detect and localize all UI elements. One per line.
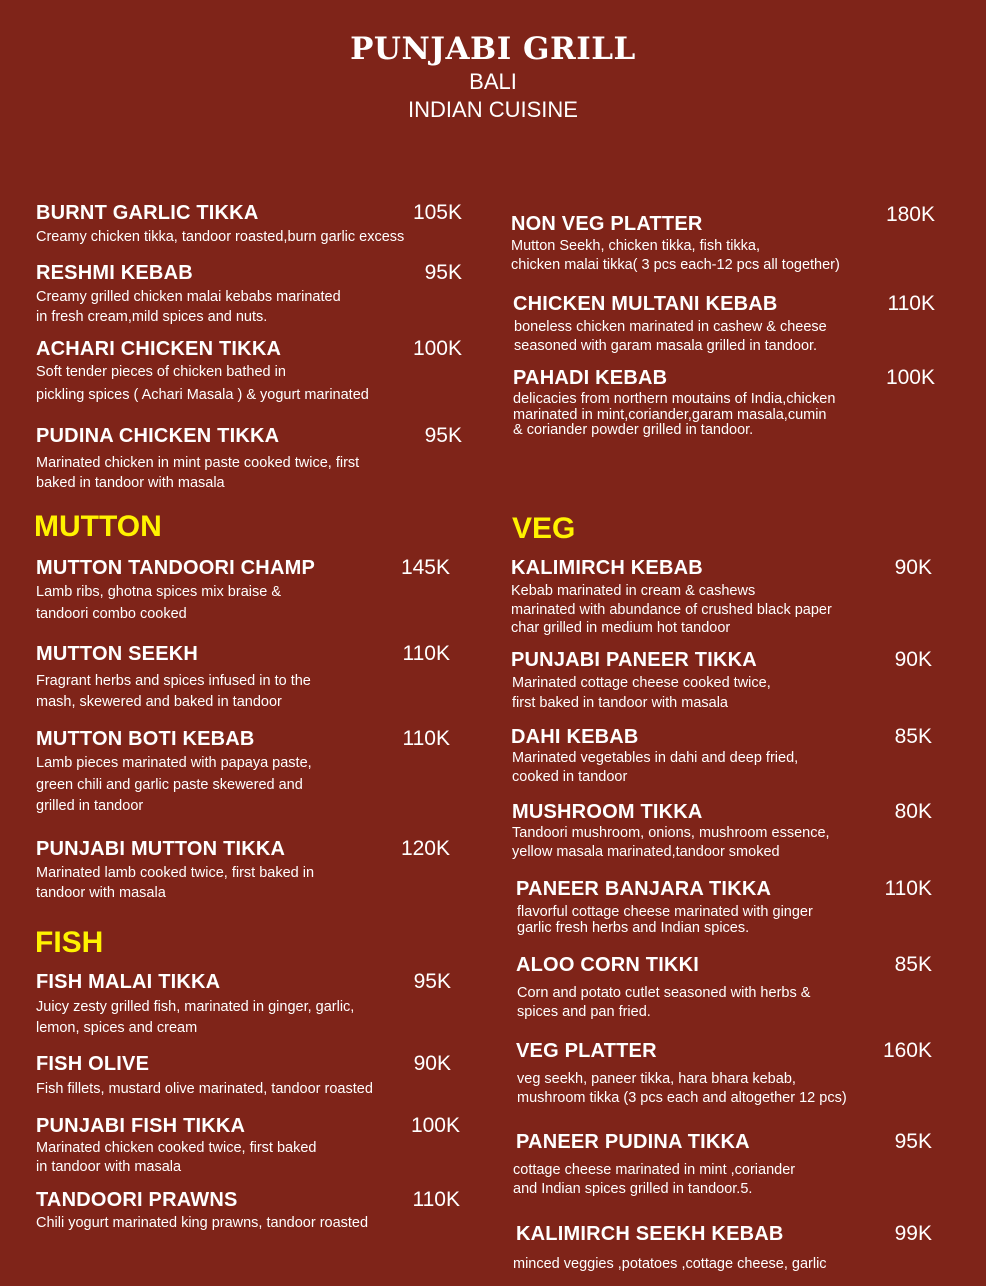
item-name: MUSHROOM TIKKA: [512, 801, 703, 823]
item-description: Chili yogurt marinated king prawns, tandoor roasted: [36, 1215, 369, 1231]
item-description: flavorful cottage cheese marinated with ginger garlic fresh herbs and Indian spices.: [517, 904, 813, 936]
item-price: 110K: [402, 642, 450, 665]
item-name: VEG PLATTER: [516, 1040, 657, 1062]
item-price: 90K: [413, 1052, 451, 1075]
section-title-veg: VEG: [512, 512, 576, 545]
item-description: Marinated vegetables in dahi and deep fried, cooked in tandoor: [512, 750, 799, 785]
item-price: 85K: [894, 953, 932, 976]
right-column: [511, 0, 951, 1286]
item-name: PUNJABI PANEER TIKKA: [511, 649, 757, 671]
section-title-mutton: MUTTON: [34, 510, 162, 543]
item-price: 100K: [410, 1114, 460, 1137]
item-description: Marinated chicken cooked twice, first baked in tandoor with masala: [36, 1140, 317, 1175]
item-price: 110K: [402, 727, 450, 750]
item-description: Marinated cottage cheese cooked twice, first baked in tandoor with masala: [512, 675, 771, 711]
item-description: Kebab marinated in cream & cashews marinated with abundance of crushed black paper char grilled in medium hot tandoor: [511, 583, 832, 636]
item-price: 80K: [894, 800, 932, 823]
item-name: ACHARI CHICKEN TIKKA: [36, 338, 282, 360]
item-description: Corn and potato cutlet seasoned with herbs & spices and pan fried.: [517, 985, 811, 1020]
item-name: NON VEG PLATTER: [511, 213, 703, 235]
item-name: PAHADI KEBAB: [513, 367, 668, 389]
item-name: KALIMIRCH KEBAB: [511, 557, 703, 579]
item-description: Marinated lamb cooked twice, first baked in tandoor with masala: [36, 865, 315, 901]
item-name: TANDOORI PRAWNS: [36, 1189, 238, 1211]
item-description: Mutton Seekh, chicken tikka, fish tikka, chicken malai tikka( 3 pcs each-12 pcs all together): [511, 238, 840, 273]
item-name: FISH MALAI TIKKA: [36, 971, 221, 993]
item-description: Fish fillets, mustard olive marinated, tandoor roasted: [36, 1081, 373, 1097]
item-price: 90K: [894, 556, 932, 579]
item-description: veg seekh, paneer tikka, hara bhara kebab, mushroom tikka (3 pcs each and altogether 12 pcs): [517, 1071, 847, 1106]
item-description: Fragrant herbs and spices infused in to the mash, skewered and baked in tandoor: [36, 673, 311, 710]
item-price: 85K: [894, 725, 932, 748]
item-price: 105K: [412, 201, 462, 224]
item-price: 110K: [887, 292, 935, 315]
item-price: 110K: [884, 877, 932, 900]
item-price: 100K: [885, 366, 935, 389]
item-name: PANEER BANJARA TIKKA: [516, 878, 772, 900]
item-name: PUNJABI MUTTON TIKKA: [36, 838, 286, 860]
item-name: PANEER PUDINA TIKKA: [516, 1131, 750, 1153]
item-description: Creamy grilled chicken malai kebabs marinated in fresh cream,mild spices and nuts.: [36, 289, 341, 325]
item-name: CHICKEN MULTANI KEBAB: [513, 293, 778, 315]
item-price: 180K: [885, 203, 935, 226]
item-price: 95K: [424, 261, 462, 284]
item-description: boneless chicken marinated in cashew & cheese seasoned with garam masala grilled in tandoor.: [514, 319, 827, 354]
item-description: cottage cheese marinated in mint ,coriander and Indian spices grilled in tandoor.5.: [513, 1162, 796, 1197]
item-name: KALIMIRCH SEEKH KEBAB: [516, 1223, 784, 1245]
restaurant-location: BALI: [469, 69, 517, 94]
item-description: Juicy zesty grilled fish, marinated in ginger, garlic, lemon, spices and cream: [36, 999, 355, 1036]
restaurant-cuisine: INDIAN CUISINE: [408, 97, 578, 122]
item-name: MUTTON BOTI KEBAB: [36, 728, 255, 750]
item-price: 95K: [894, 1130, 932, 1153]
restaurant-title: PUNJABI GRILL: [350, 31, 636, 67]
item-name: FISH OLIVE: [36, 1053, 150, 1075]
item-name: RESHMI KEBAB: [36, 262, 193, 284]
item-price: 160K: [882, 1039, 932, 1062]
item-price: 100K: [412, 337, 462, 360]
item-description: Creamy chicken tikka, tandoor roasted,burn garlic excess: [36, 229, 405, 245]
item-price: 99K: [894, 1222, 932, 1245]
item-description: Lamb pieces marinated with papaya paste, green chili and garlic paste skewered and grilled in tandoor: [36, 755, 312, 814]
item-price: 90K: [894, 648, 932, 671]
item-description: minced veggies ,potatoes ,cottage cheese, garlic: [513, 1256, 827, 1272]
item-name: MUTTON TANDOORI CHAMP: [36, 557, 315, 579]
item-description: Soft tender pieces of chicken bathed in pickling spices ( Achari Masala ) & yogurt marinated: [36, 364, 369, 403]
item-description: Tandoori mushroom, onions, mushroom essence, yellow masala marinated,tandoor smoked: [512, 825, 830, 860]
item-price: 95K: [413, 970, 451, 993]
item-name: PUNJABI FISH TIKKA: [36, 1115, 246, 1137]
item-price: 145K: [400, 556, 450, 579]
left-column: [36, 0, 476, 1286]
section-title-fish: FISH: [35, 926, 104, 959]
item-price: 95K: [424, 424, 462, 447]
item-price: 120K: [400, 837, 450, 860]
item-description: Marinated chicken in mint paste cooked twice, first baked in tandoor with masala: [36, 455, 360, 491]
item-description: Lamb ribs, ghotna spices mix braise & tandoori combo cooked: [36, 584, 281, 622]
item-description: delicacies from northern moutains of India,chicken marinated in mint,coriander,garam masala,cumin & coriander powder grilled in tandoor.: [513, 391, 836, 438]
item-name: ALOO CORN TIKKI: [516, 954, 699, 976]
item-name: DAHI KEBAB: [511, 726, 639, 748]
item-name: MUTTON SEEKH: [36, 643, 199, 665]
item-name: PUDINA CHICKEN TIKKA: [36, 425, 280, 447]
item-price: 110K: [412, 1188, 460, 1211]
item-name: BURNT GARLIC TIKKA: [36, 202, 259, 224]
